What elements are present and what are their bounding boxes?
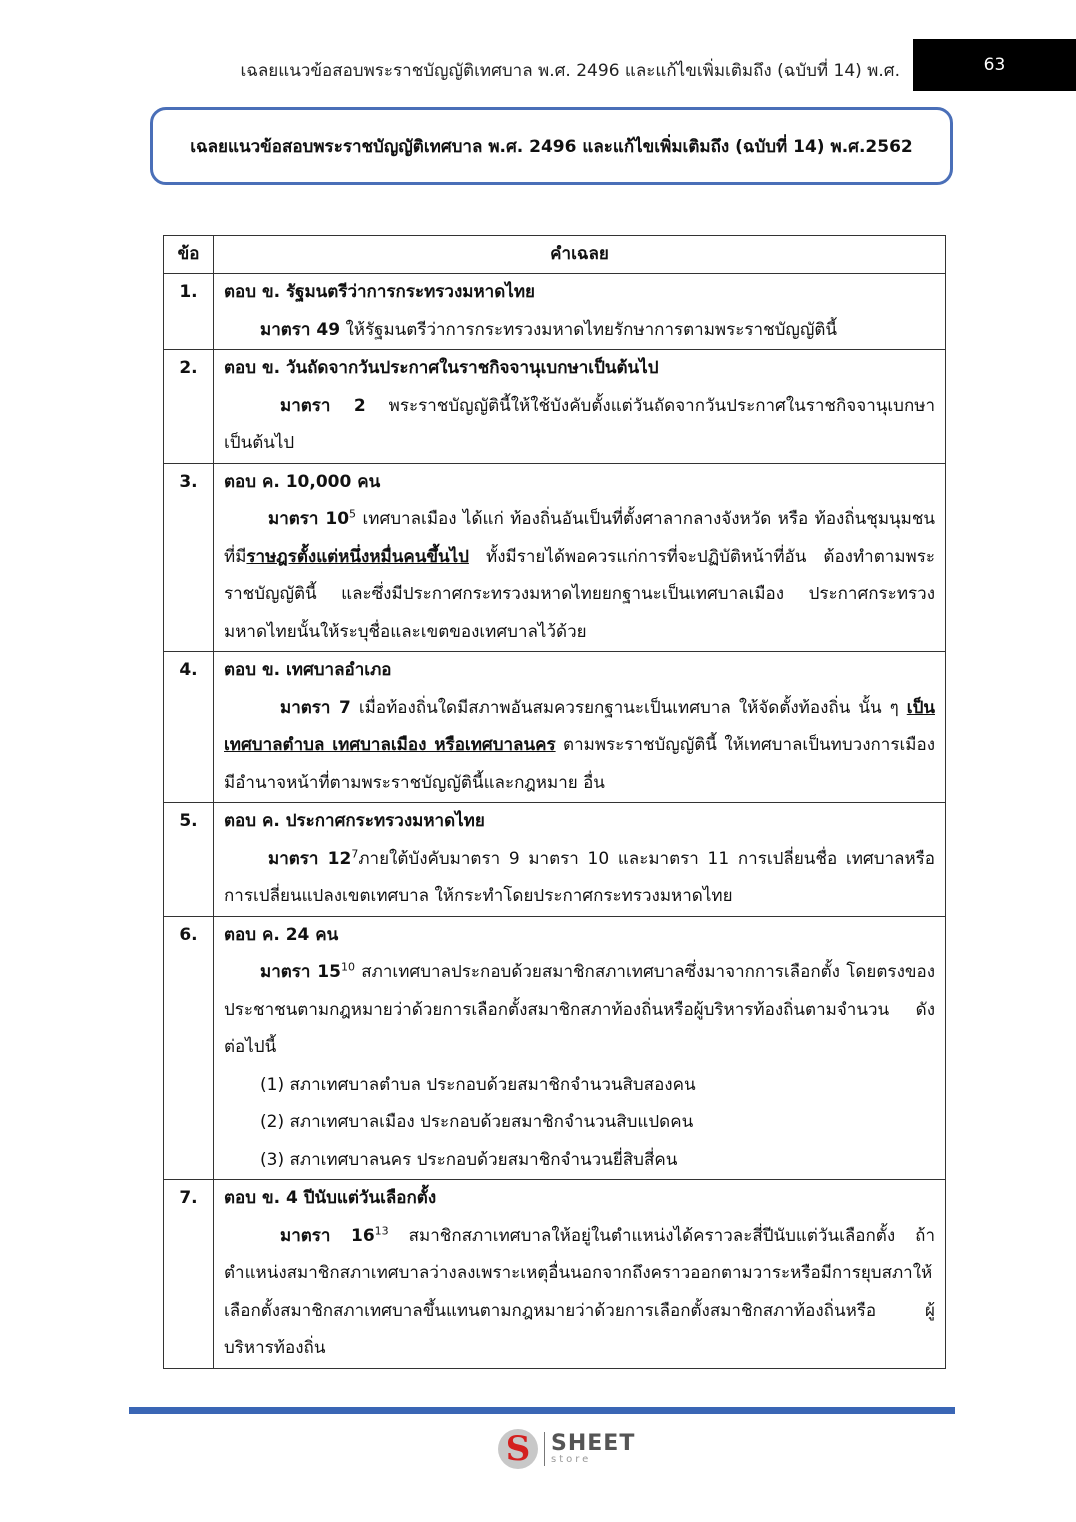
emphasis-text: เป็นเทศบาลตำบล เทศบาลเมือง หรือเทศบาลนคร (224, 697, 935, 755)
table-header-row (164, 236, 946, 274)
section-ref: มาตรา 2 (280, 395, 366, 416)
explanation-text: เมื่อท้องถิ่นใดมีสภาพอันสมควรยกฐานะเป็นเทศบาล ให้จัดตั้งท้องถิ่น นั้น ๆ (350, 697, 907, 718)
col-header-no: ข้อ (164, 236, 214, 274)
answer-line: ตอบ ข. รัฐมนตรีว่าการกระทรวงมหาดไทย (224, 282, 535, 302)
answer-cell (214, 652, 946, 803)
table-row (164, 350, 946, 464)
answer-cell (214, 274, 946, 350)
explanation (224, 690, 935, 803)
explanation-text: ภายใต้บังคับมาตรา 9 มาตรา 10 และมาตรา 11 การเปลี่ยนชื่อ เทศบาลหรือการเปลี่ยนแปลงเขตเทศบาล ให้กระทำโดยประกาศกระทรวงมหาดไทย (224, 848, 935, 906)
answer-line: ตอบ ข. วันถัดจากวันประกาศในราชกิจจานุเบกษาเป็นต้นไป (224, 358, 659, 378)
answer-line: ตอบ ค. 10,000 คน (224, 471, 381, 492)
explanation-text: พระราชบัญญัตินี้ให้ใช้บังคับตั้งแต่วันถัดจากวันประกาศในราชกิจจานุเบกษาเป็นต้นไป (224, 395, 936, 453)
answer-line: ตอบ ค. ประกาศกระทรวงมหาดไทย (224, 811, 485, 831)
section-ref: มาตรา 10 (268, 509, 350, 529)
table-row (164, 274, 946, 350)
running-header: เฉลยแนวข้อสอบพระราชบัญญัติเทศบาล พ.ศ. 2496 และแก้ไขเพิ่มเติมถึง (ฉบับที่ 14) พ.ศ. (240, 61, 900, 81)
row-number: 7. (164, 1180, 214, 1369)
row-number: 1. (164, 274, 214, 350)
footnote-ref: 7 (351, 846, 359, 860)
logo-text (551, 1433, 635, 1465)
row-number: 3. (164, 463, 214, 652)
explanation (224, 1218, 935, 1368)
answer-line: ตอบ ค. 24 คน (224, 924, 339, 945)
section-ref: มาตรา 16 (280, 1225, 375, 1246)
list-item: (1) สภาเทศบาลตำบล ประกอบด้วยสมาชิกจำนวนสิบสองคน (260, 1074, 696, 1095)
row-number: 6. (164, 916, 214, 1180)
explanation-text: สมาชิกสภาเทศบาลให้อยู่ในตำแหน่งได้คราวละสี่ปีนับแต่วันเลือกตั้ง ถ้าตำแหน่งสมาชิกสภาเทศบาลว่างลงเพราะเหตุอื่นนอกจากถึงคราวออกตามวาระหรือมีการยุบสภาให้เลือกตั้งสมาชิกสภาเทศบาลขึ้นแทนตามกฎหมายว่าด้วยการเลือกตั้งสมาชิกสภาท้องถิ่นหรือ ผู้บริหารท้องถิ่น (224, 1225, 935, 1358)
table-row (164, 463, 946, 652)
sheet-store-logo (498, 1427, 635, 1471)
section-ref: มาตรา 12 (268, 848, 352, 869)
explanation-text: เทศบาลเมือง ได้แก่ ท้องถิ่นอันเป็นที่ตั้งศาลากลางจังหวัด หรือ ท้องถิ่นชุมนุมชนที่มี (224, 509, 936, 567)
section-ref: มาตรา 49 (260, 319, 341, 340)
logo-separator (544, 1432, 545, 1466)
footer-divider (129, 1407, 955, 1414)
emphasis-text: ราษฎรตั้งแต่หนึ่งหมื่นคนขึ้นไป (246, 546, 469, 567)
explanation (224, 954, 935, 1067)
answer-cell (214, 916, 946, 1180)
row-number: 2. (164, 350, 214, 464)
section-ref: มาตรา 7 (280, 697, 351, 718)
page-number: 63 (913, 39, 1076, 91)
row-number: 4. (164, 652, 214, 803)
row-number: 5. (164, 803, 214, 917)
explanation (224, 841, 935, 916)
explanation (224, 388, 935, 463)
col-header-answer: คำเฉลย (214, 236, 946, 274)
table-row (164, 916, 946, 1180)
answer-line: ตอบ ข. 4 ปีนับแต่วันเลือกตั้ง (224, 1188, 437, 1208)
answer-cell (214, 1180, 946, 1369)
page-title: เฉลยแนวข้อสอบพระราชบัญญัติเทศบาล พ.ศ. 2496 และแก้ไขเพิ่มเติมถึง (ฉบับที่ 14) พ.ศ.2562 (150, 107, 953, 185)
table-row (164, 1180, 946, 1369)
answer-cell (214, 350, 946, 464)
explanation-text: ให้รัฐมนตรีว่าการกระทรวงมหาดไทยรักษาการตามพระราชบัญญัตินี้ (340, 319, 838, 340)
logo-sub-text: store (551, 1454, 592, 1465)
footnote-ref: 10 (340, 960, 355, 974)
logo-s-icon: S (498, 1429, 538, 1469)
section-ref: มาตรา 15 (260, 962, 341, 982)
list-item: (3) สภาเทศบาลนคร ประกอบด้วยสมาชิกจำนวนยี่สิบสี่คน (260, 1149, 678, 1170)
explanation-text: สภาเทศบาลประกอบด้วยสมาชิกสภาเทศบาลซึ่งมาจากการเลือกตั้ง โดยตรงของประชาชนตามกฎหมายว่าด้วยการเลือกตั้งสมาชิกสภาท้องถิ่นหรือผู้บริหารท้องถิ่นตามจำนวน ดังต่อไปนี้ (224, 962, 935, 1057)
list-item: (2) สภาเทศบาลเมือง ประกอบด้วยสมาชิกจำนวนสิบแปดคน (260, 1112, 694, 1132)
footnote-ref: 5 (349, 507, 357, 521)
answer-cell (214, 803, 946, 917)
explanation-text: ทั้งมีรายได้พอควรแก่การที่จะปฏิบัติหน้าที่อัน ต้องทำตามพระราชบัญญัตินี้ และซึ่งมีประกาศกระทรวงมหาดไทยยกฐานะเป็นเทศบาลเมือง ประกาศกระทรวงมหาดไทยนั้นให้ระบุชื่อและเขตของเทศบาลไว้ด้วย (224, 546, 935, 642)
answer-line: ตอบ ข. เทศบาลอำเภอ (224, 660, 392, 680)
table-row (164, 652, 946, 803)
answer-table (163, 235, 946, 1369)
explanation (224, 501, 935, 651)
footnote-ref: 13 (374, 1223, 389, 1237)
explanation (224, 312, 935, 350)
answer-cell (214, 463, 946, 652)
logo-main-text: SHEET (551, 1431, 636, 1456)
explanation-text: ตามพระราชบัญญัตินี้ ให้เทศบาลเป็นทบวงการเมือง มีอำนาจหน้าที่ตามพระราชบัญญัตินี้และกฎหมาย อื่น (224, 735, 936, 793)
table-row (164, 803, 946, 917)
